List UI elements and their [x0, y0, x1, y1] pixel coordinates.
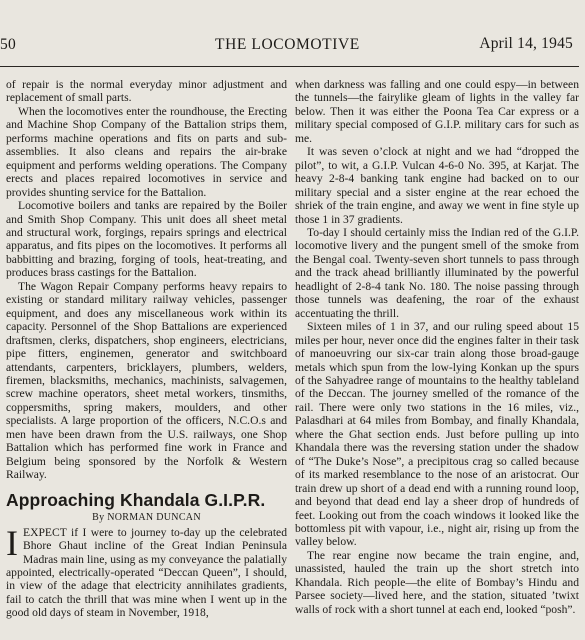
article-opening-text: EXPECT if I were to journey to-day up the celebrated Bhore Ghaut incline of the Great Indian Peninsula Madras main line, using as my conveyance the palatially appointed, electrically-operated “Deccan Queen”, I should, in view of the adage that electricity annihilates gradients, fail to catch the thrill that was mine when I went up in the good old days of steam in November, 1918,	[6, 525, 287, 620]
paragraph: The rear engine now became the train engine, and, unassisted, hauled the train up the short stretch into Khandala. Rich people—the elite of Bombay’s Hindu and Parsee society—lived here, and the station, situated ’twixt walls of rock with a short tunnel at each end, looked “posh”.	[295, 548, 579, 616]
drop-cap: I	[6, 522, 18, 563]
paragraph: When the locomotives enter the roundhouse, the Erecting and Machine Shop Company of the Battalion strips them, performs machine operations and fits on parts and sub-assemblies. It also cleans and repairs the air-brake equipment and performs welding operations. The Company erects and places repaired locomotives in service and provides shunting service for the Battalion.	[6, 104, 287, 199]
paragraph: Sixteen miles of 1 in 37, and our ruling speed about 15 miles per hour, never once did the engines falter in their task of manoeuvring our six-car train along those broad-gauge metals which spun from the low-lying Konkan up the spurs of the Sahyadree range of mountains to the healthy tableland of the Deccan. The journey smelled of the romance of the rail. There were only two stations in the 16 miles, viz., Palasdhari at 64 miles from Bombay, and finally Khandala, where the Ghat section ends. Just before pulling up into Khandala there was the reversing station under the shadow of “The Duke’s Nose”, a precipitous crag so called because of its marked resemblance to the nose of an aristocrat. Our train drew up short of a dead end with a running round loop, and beyond that dead end lay a sheer drop of hundreds of feet. Looking out from the coach windows it looked like the bottomless pit with vapour, i.e., night air, rising up from the valley below.	[295, 320, 579, 549]
magazine-title: THE LOCOMOTIVE	[215, 36, 360, 53]
left-column	[6, 78, 287, 620]
text-columns	[6, 78, 579, 620]
running-head	[0, 30, 579, 52]
right-column	[295, 78, 579, 620]
paragraph: It was seven o’clock at night and we had “dropped the pilot”, to wit, a G.I.P. Vulcan 4-6-0 No. 395, at Karjat. The heavy 2-8-4 banking tank engine had backed on to our military special and a sister engine at the rear echoed the shriek of the train engine, and away we went in fine style up those 1 in 37 gradients.	[295, 145, 579, 226]
paragraph: when darkness was falling and one could espy—in between the tunnels—the fairylike gleam of lights in the valley far below. Then it was either the Poona Tea Car express or a military special composed of G.I.P. military cars for such as me.	[295, 78, 579, 145]
header-rule	[0, 66, 579, 67]
paragraph: The Wagon Repair Company performs heavy repairs to existing or standard military railway vehicles, passenger equipment, and does any miscellaneous work within its capacity. Personnel of the Shop Battalions are experienced draftsmen, clerks, dispatchers, shop engineers, electricians, pipe fitters, enginemen, generator and switchboard attendants, carpenters, bricklayers, plumbers, welders, firemen, blacksmiths, mechanics, machinists, salvagemen, screw machine operators, sheet metal workers, tinsmiths, coppersmiths, spring makers, moulders, and other specialists. A large proportion of the officers, N.C.O.s and men have been drawn from the U.S. railways, one Shop Battalion which has performed fine work in France and Belgium being sponsored by the Norfolk & Western Railway.	[6, 279, 287, 482]
paragraph: To-day I should certainly miss the Indian red of the G.I.P. locomotive livery and the pungent smell of the smoke from the Bengal coal. Twenty-seven short tunnels to pass through and the track ahead brilliantly illuminated by the powerful headlight of 2-8-4 tank No. 180. The noise passing through those tunnels was deafening, the roar of the exhaust accentuating the thrill.	[295, 225, 579, 320]
article-opening-paragraph	[6, 522, 287, 620]
paragraph: of repair is the normal everyday minor adjustment and replacement of small parts.	[6, 78, 287, 105]
page-number: 50	[0, 36, 16, 53]
article-title: Approaching Khandala G.I.P.R.	[6, 489, 266, 510]
issue-date: April 14, 1945	[479, 35, 573, 52]
article-byline: By NORMAN DUNCAN	[92, 511, 201, 523]
paragraph: Locomotive boilers and tanks are repaired by the Boiler and Smith Shop Company. This unit does all sheet metal and structural work, forgings, repairs springs and electrical apparatus, and fits pipes on the locomotives. It performs all babbitting and brazing, forging of tools, heat-treating, and produces brass castings for the Battalion.	[6, 199, 287, 280]
